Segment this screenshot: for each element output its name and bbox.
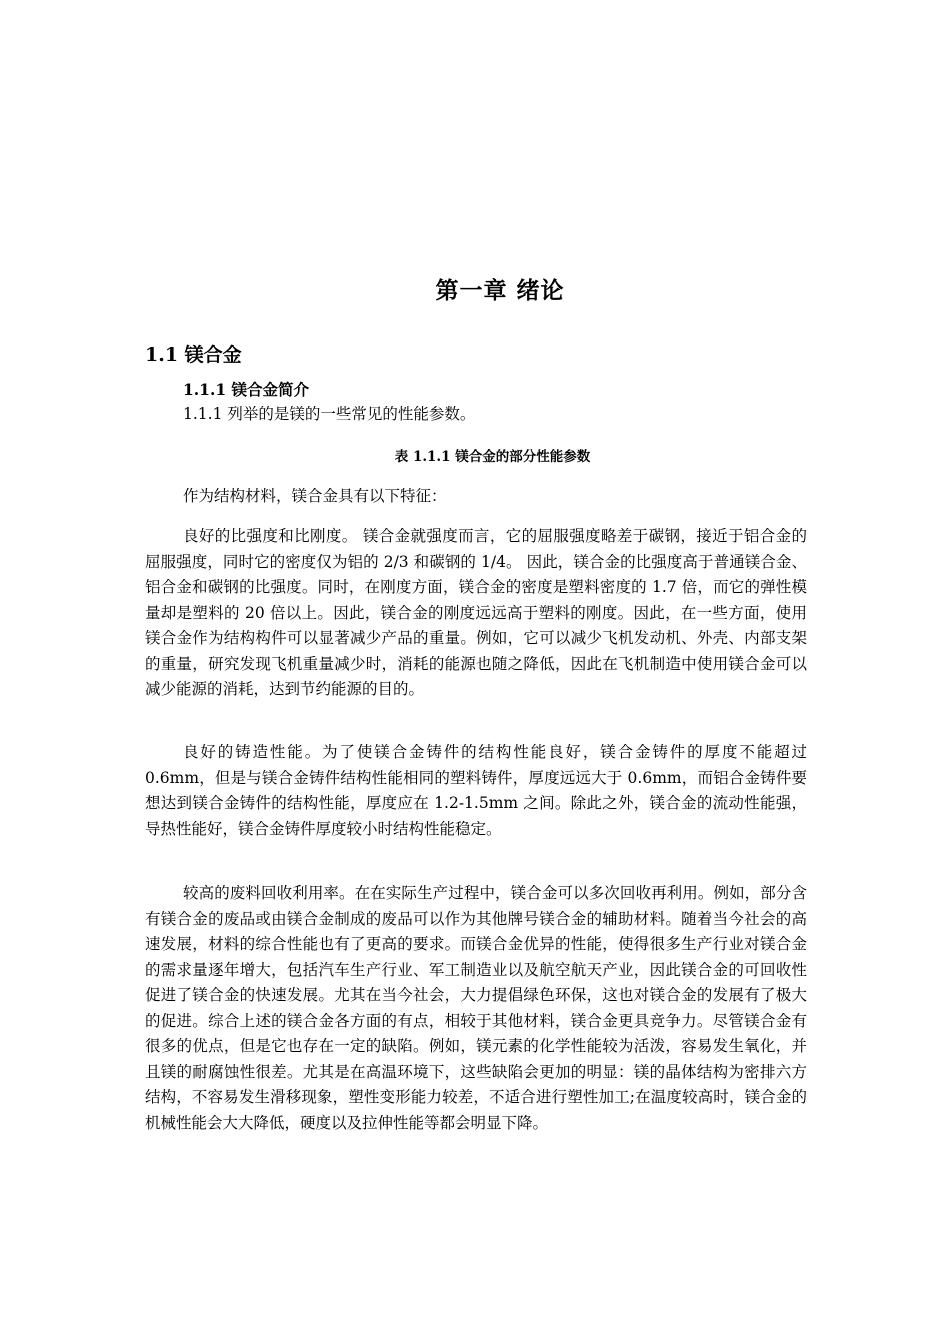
paragraph-strength-stiffness: 良好的比强度和比刚度。 镁合金就强度而言，它的屈服强度略差于碳钢，接近于铝合金的屈服强度，同时它的密度仅为铝的 2/3 和碳钢的 1/4。 因此，镁合金的比强度高于普通镁合金、铝合金和碳钢的比强度。同时，在刚度方面，镁合金的密度是塑料密度的 1.7 倍，而它的弹性模量却是塑料的 20 倍以上。因此，镁合金的刚度远远高于塑料的刚度。因此，在一些方面，使用镁合金作为结构构件可以显著减少产品的重量。例如，它可以减少飞机发动机、外壳、内部支架的重量，研究发现飞机重量减少时，消耗的能源也随之降低，因此在飞机制造中使用镁合金可以减少能源的消耗，达到节约能源的目的。 (145, 527, 807, 698)
intro-line: 1.1.1 列举的是镁的一些常见的性能参数。 (183, 405, 476, 423)
paragraph-casting-performance: 良好的铸造性能。为了使镁合金铸件的结构性能良好，镁合金铸件的厚度不能超过 0.6mm，但是与镁合金铸件结构性能相同的塑料铸件，厚度远远大于 0.6mm，而铝合金铸件要想达到镁合金铸件的结构性能，厚度应在 1.2-1.5mm 之间。除此之外，镁合金的流动性能强，导热性能好，镁合金铸件厚度较小时结构性能稳定。 (145, 743, 807, 838)
section-heading: 1.1 镁合金 (145, 344, 242, 366)
chapter-title: 第一章 绪论 (435, 277, 565, 304)
subsection-heading: 1.1.1 镁合金简介 (183, 380, 310, 399)
paragraph-recycling-rate: 较高的废料回收利用率。在在实际生产过程中，镁合金可以多次回收再利用。例如，部分含有镁合金的废品或由镁合金制成的废品可以作为其他牌号镁合金的辅助材料。随着当今社会的高速发展，材料的综合性能也有了更高的要求。而镁合金优异的性能，使得很多生产行业对镁合金的需求量逐年增大，包括汽车生产行业、军工制造业以及航空航天产业，因此镁合金的可回收性促进了镁合金的快速发展。尤其在当今社会，大力提倡绿色环保，这也对镁合金的发展有了极大的促进。综合上述的镁合金各方面的有点，相较于其他材料，镁合金更具竞争力。尽管镁合金有很多的优点，但是它也存在一定的缺陷。例如，镁元素的化学性能较为活泼，容易发生氧化，并且镁的耐腐蚀性很差。尤其是在高温环境下，这些缺陷会更加的明显：镁的晶体结构为密排六方结构，不容易发生滑移现象，塑性变形能力较差，不适合进行塑性加工;在温度较高时，镁合金的机械性能会大大降低，硬度以及拉伸性能等都会明显下降。 (145, 884, 807, 1132)
features-intro: 作为结构材料，镁合金具有以下特征： (183, 487, 447, 505)
table-caption: 表 1.1.1 镁合金的部分性能参数 (394, 449, 591, 465)
